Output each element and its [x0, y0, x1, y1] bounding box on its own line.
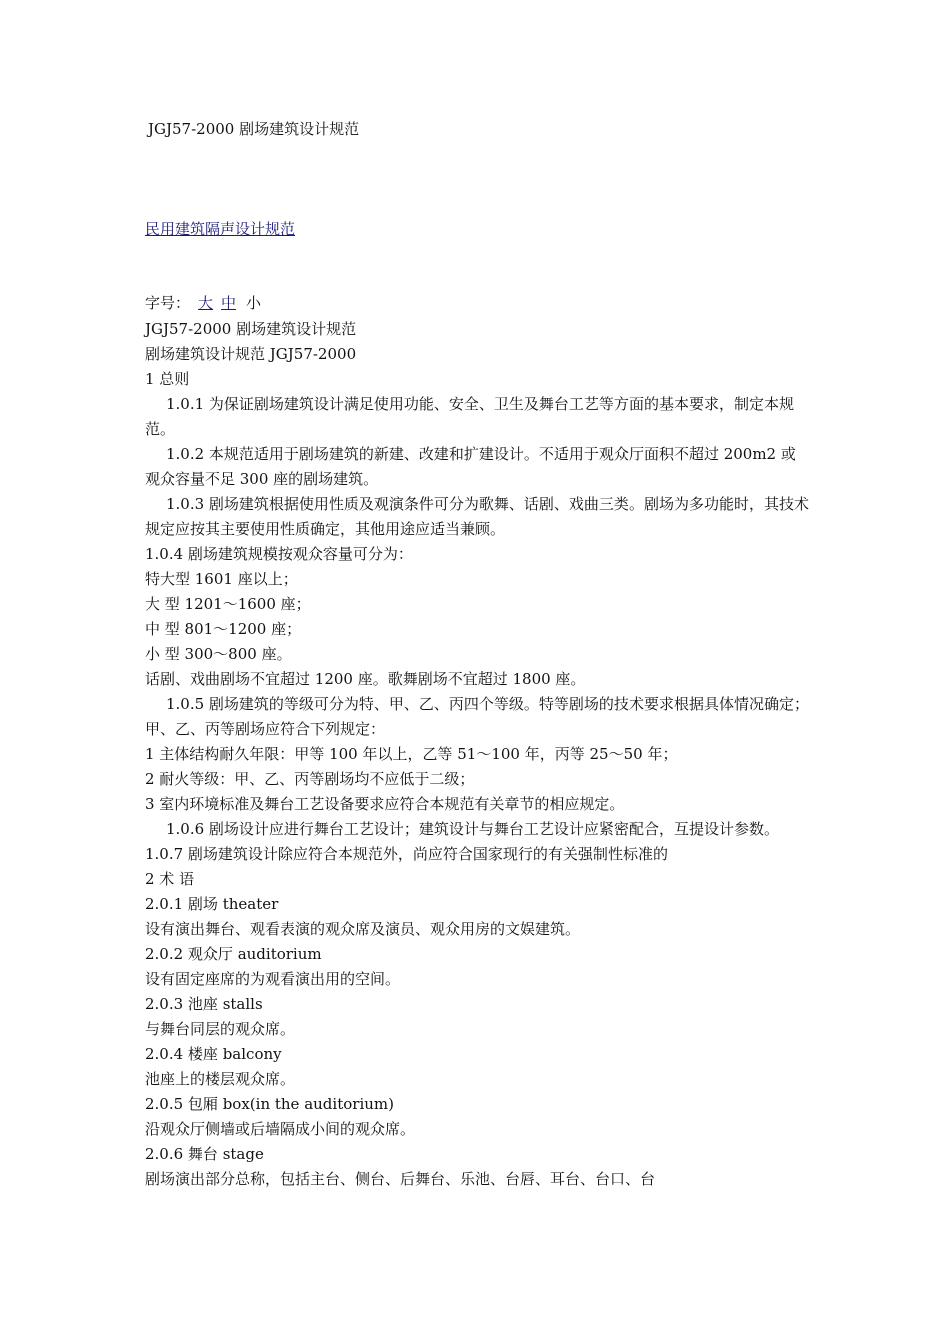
body-paragraph: 剧场演出部分总称，包括主台、侧台、后舞台、乐池、台唇、耳台、台口、台 — [145, 1170, 656, 1188]
body-paragraph: 2 耐火等级：甲、乙、丙等剧场均不应低于二级； — [145, 770, 475, 788]
body-paragraph: 1 主体结构耐久年限：甲等 100 年以上，乙等 51～100 年，丙等 25～50 年； — [145, 745, 678, 763]
body-paragraph: 2 术 语 — [145, 870, 195, 888]
body-paragraph: 2.0.3 池座 stalls — [145, 995, 263, 1013]
font-size-small-option: 小 — [246, 294, 262, 312]
body-paragraph: 剧场建筑设计规范 JGJ57-2000 — [145, 345, 357, 363]
related-standard-link[interactable]: 民用建筑隔声设计规范 — [145, 220, 296, 238]
body-paragraph: 2.0.1 剧场 theater — [145, 895, 279, 913]
font-size-medium-link[interactable]: 中 — [221, 294, 237, 312]
body-paragraph: 1.0.6 剧场设计应进行舞台工艺设计；建筑设计与舞台工艺设计应紧密配合，互提设计参数。 — [166, 820, 779, 838]
body-paragraph: JGJ57-2000 剧场建筑设计规范 — [145, 320, 357, 338]
body-paragraph: 2.0.2 观众厅 auditorium — [145, 945, 322, 963]
body-paragraph: 特大型 1601 座以上； — [145, 570, 298, 588]
font-size-large-link[interactable]: 大 — [198, 294, 214, 312]
font-size-label: 字号： — [145, 294, 191, 312]
body-paragraph: 1.0.3 剧场建筑根据使用性质及观演条件可分为歌舞、话剧、戏曲三类。剧场为多功能时，其技术规定应按其主要使用性质确定，其他用途应适当兼顾。 — [145, 495, 809, 538]
body-paragraph: 1.0.5 剧场建筑的等级可分为特、甲、乙、丙四个等级。特等剧场的技术要求根据具体情况确定；甲、乙、丙等剧场应符合下列规定： — [145, 695, 809, 738]
document-title: JGJ57-2000 剧场建筑设计规范 — [148, 120, 360, 138]
body-paragraph: 中 型 801～1200 座； — [145, 620, 302, 638]
body-paragraph: 沿观众厅侧墙或后墙隔成小间的观众席。 — [145, 1120, 416, 1138]
body-paragraph: 池座上的楼层观众席。 — [145, 1070, 296, 1088]
body-paragraph: 话剧、戏曲剧场不宜超过 1200 座。歌舞剧场不宜超过 1800 座。 — [145, 670, 586, 688]
body-paragraph: 大 型 1201～1600 座； — [145, 595, 311, 613]
body-paragraph: 3 室内环境标准及舞台工艺设备要求应符合本规范有关章节的相应规定。 — [145, 795, 625, 813]
body-paragraph: 设有固定座席的为观看演出用的空间。 — [145, 970, 401, 988]
body-paragraph: 设有演出舞台、观看表演的观众席及演员、观众用房的文娱建筑。 — [145, 920, 581, 938]
body-paragraph: 2.0.5 包厢 box(in the auditorium) — [145, 1095, 394, 1113]
body-paragraph: 与舞台同层的观众席。 — [145, 1020, 296, 1038]
body-paragraph: 1.0.4 剧场建筑规模按观众容量可分为： — [145, 545, 413, 563]
body-paragraph: 1.0.2 本规范适用于剧场建筑的新建、改建和扩建设计。不适用于观众厅面积不超过 200m2 或观众容量不足 300 座的剧场建筑。 — [145, 445, 796, 488]
body-paragraph: 1.0.1 为保证剧场建筑设计满足使用功能、安全、卫生及舞台工艺等方面的基本要求，制定本规范。 — [145, 395, 794, 438]
body-paragraph: 2.0.4 楼座 balcony — [145, 1045, 282, 1063]
body-paragraph: 2.0.6 舞台 stage — [145, 1145, 264, 1163]
font-size-selector — [145, 292, 261, 314]
body-paragraph: 1.0.7 剧场建筑设计除应符合本规范外，尚应符合国家现行的有关强制性标准的 — [145, 845, 668, 863]
body-paragraph: 小 型 300～800 座。 — [145, 645, 292, 663]
document-body — [145, 317, 810, 1192]
body-paragraph: 1 总则 — [145, 370, 190, 388]
